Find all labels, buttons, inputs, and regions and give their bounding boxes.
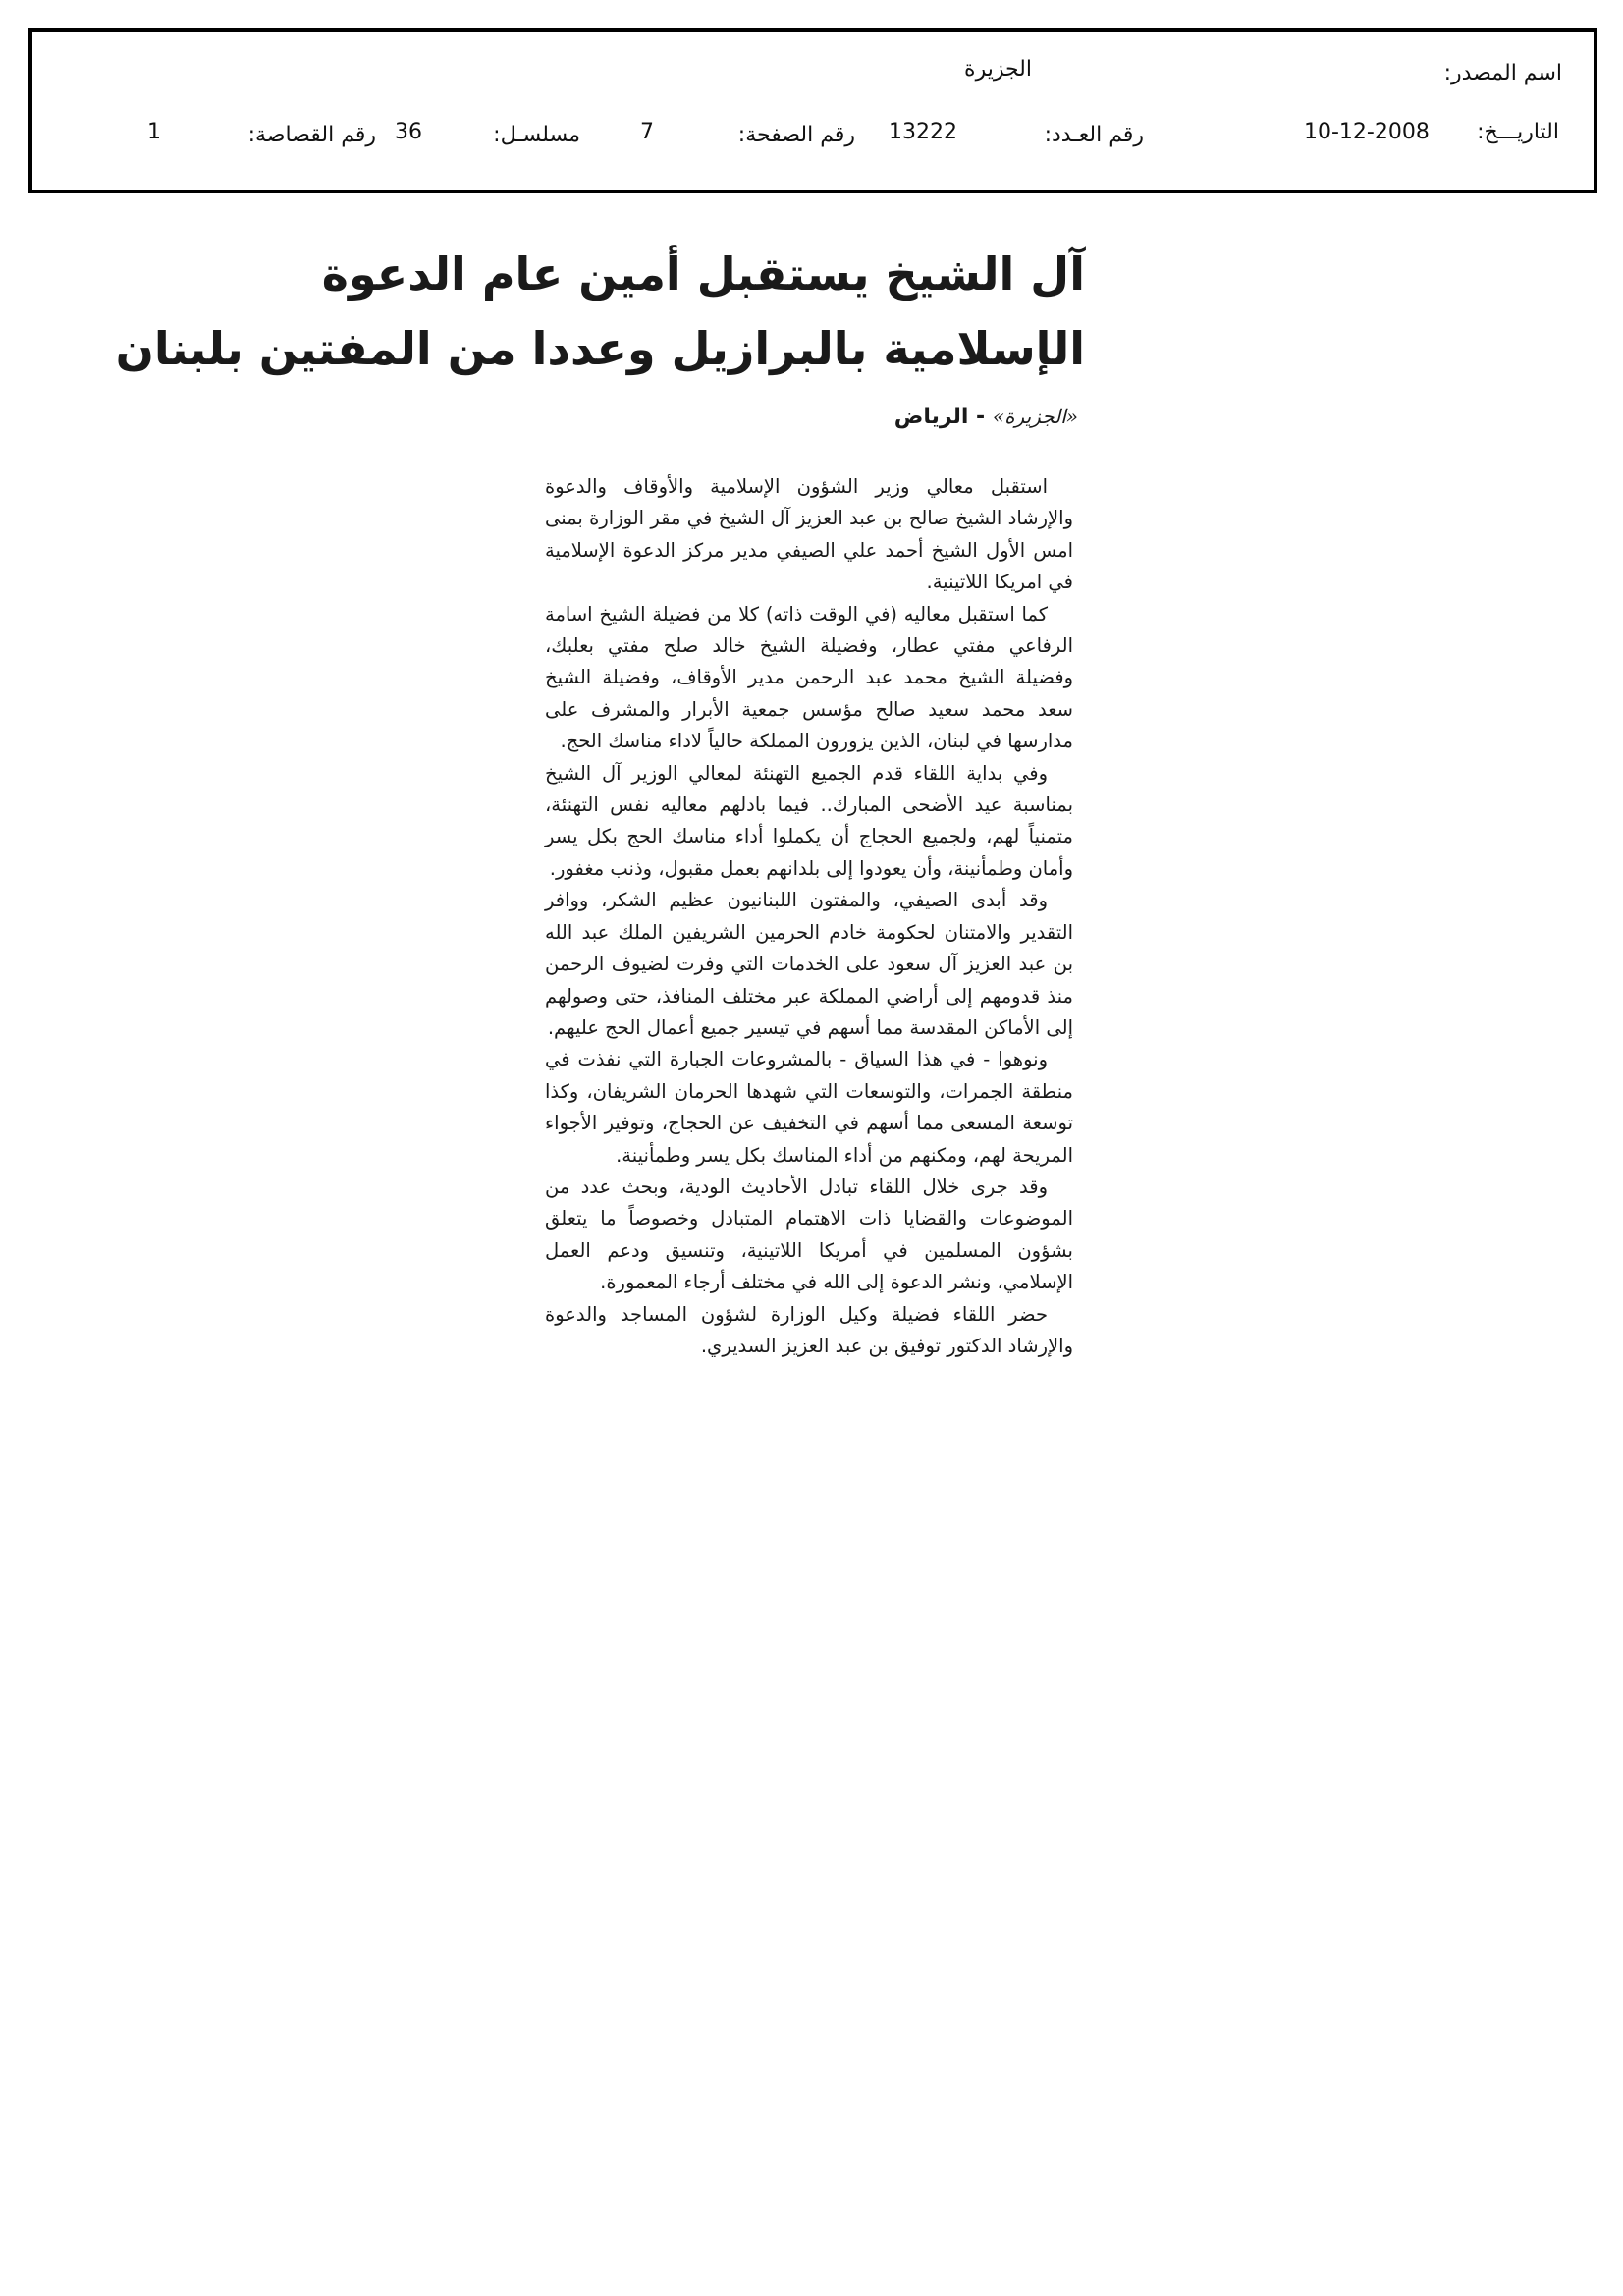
article-paragraph: ونوهوا - في هذا السياق - بالمشروعات الجبارة التي نفذت في منطقة الجمرات، والتوسعات التي شهدها الحرمان الشريفان، وكذا توسعة المسعى مما أسهم في التخفيف عن الحجاج، وتوفير الأجواء المريحة لهم، ومكنهم من أداء المناسك بكل يسر وطمأنينة. — [545, 1048, 1073, 1167]
article-paragraph: استقبل معالي وزير الشؤون الإسلامية والأوقاف والدعوة والإرشاد الشيخ صالح بن عبد العزيز آل الشيخ في مقر الوزارة بمنى امس الأول الشيخ أحمد علي الصيفي مدير مركز الدعوة الإسلامية في امريكا اللاتينية. — [545, 475, 1073, 594]
date-label: التاريـــخ: — [1477, 120, 1559, 144]
article-paragraph: وقد أبدى الصيفي، والمفتون اللبنانيون عظيم الشكر، ووافر التقدير والامتنان لحكومة خادم الحرمين الشريفين الملك عبد الله بن عبد العزيز آل سعود على الخدمات التي وفرت لضيوف الرحمن منذ قدومهم إلى أراضي المملكة عبر مختلف المنافذ، حتى وصولهم إلى الأماكن المقدسة مما أسهم في تيسير جميع أعمال الحج عليهم. — [545, 889, 1073, 1039]
serial-label: مسلسـل: — [493, 123, 580, 147]
article-paragraph: وقد جرى خلال اللقاء تبادل الأحاديث الودية، وبحث عدد من الموضوعات والقضايا ذات الاهتمام المتبادل وخصوصاً ما يتعلق بشؤون المسلمين في أمريكا اللاتينية، وتنسيق ودعم العمل الإسلامي، ونشر الدعوة إلى الله في مختلف أرجاء المعمورة. — [545, 1175, 1073, 1294]
date-value: 10-12-2008 — [1304, 120, 1430, 144]
page-label: رقم الصفحة: — [737, 123, 855, 147]
serial-value: 36 — [395, 120, 422, 144]
headline-line-1: آل الشيخ يستقبل أمين عام الدعوة — [321, 247, 1085, 301]
source-label: اسم المصدر: — [1443, 61, 1562, 85]
source-value: الجزيرة — [964, 57, 1032, 82]
clipping-value: 1 — [147, 120, 161, 144]
article-paragraph: وفي بداية اللقاء قدم الجميع التهنئة لمعالي الوزير آل الشيخ بمناسبة عيد الأضحى المبارك.. فيما بادلهم معاليه نفس التهنئة، متمنياً لهم، ولجميع الحجاج أن يكملوا أداء مناسك الحج بكل يسر وأمان وطمأنينة، وأن يعودوا إلى بلدانهم بعمل مقبول، وذنب مغفور. — [545, 761, 1073, 880]
issue-label: رقم العـدد: — [1044, 123, 1144, 147]
issue-value: 13222 — [889, 120, 957, 144]
byline-place: - الرياض — [893, 405, 986, 429]
headline-line-2: الإسلامية بالبرازيل وعددا من المفتين بلبنان — [115, 322, 1085, 375]
clipping-label: رقم القصاصة: — [247, 123, 376, 147]
clipping-header-box — [28, 28, 1597, 193]
byline-source: «الجزيرة» — [992, 405, 1078, 428]
byline — [894, 405, 1078, 429]
article-body — [545, 471, 1073, 1362]
page-value: 7 — [640, 120, 654, 144]
article-paragraph: حضر اللقاء فضيلة وكيل الوزارة لشؤون المساجد والدعوة والإرشاد الدكتور توفيق بن عبد العزيز السديري. — [545, 1302, 1073, 1357]
article-paragraph: كما استقبل معاليه (في الوقت ذاته) كلا من فضيلة الشيخ اسامة الرفاعي مفتي عطار، وفضيلة الشيخ خالد صلح مفتي بعلبك، وفضيلة الشيخ محمد عبد الرحمن مدير الأوقاف، وفضيلة الشيخ سعد محمد سعيد صالح مؤسس جمعية الأبرار والمشرف على مدارسها في لبنان، الذين يزورون المملكة حالياً لاداء مناسك الحج. — [545, 602, 1073, 753]
